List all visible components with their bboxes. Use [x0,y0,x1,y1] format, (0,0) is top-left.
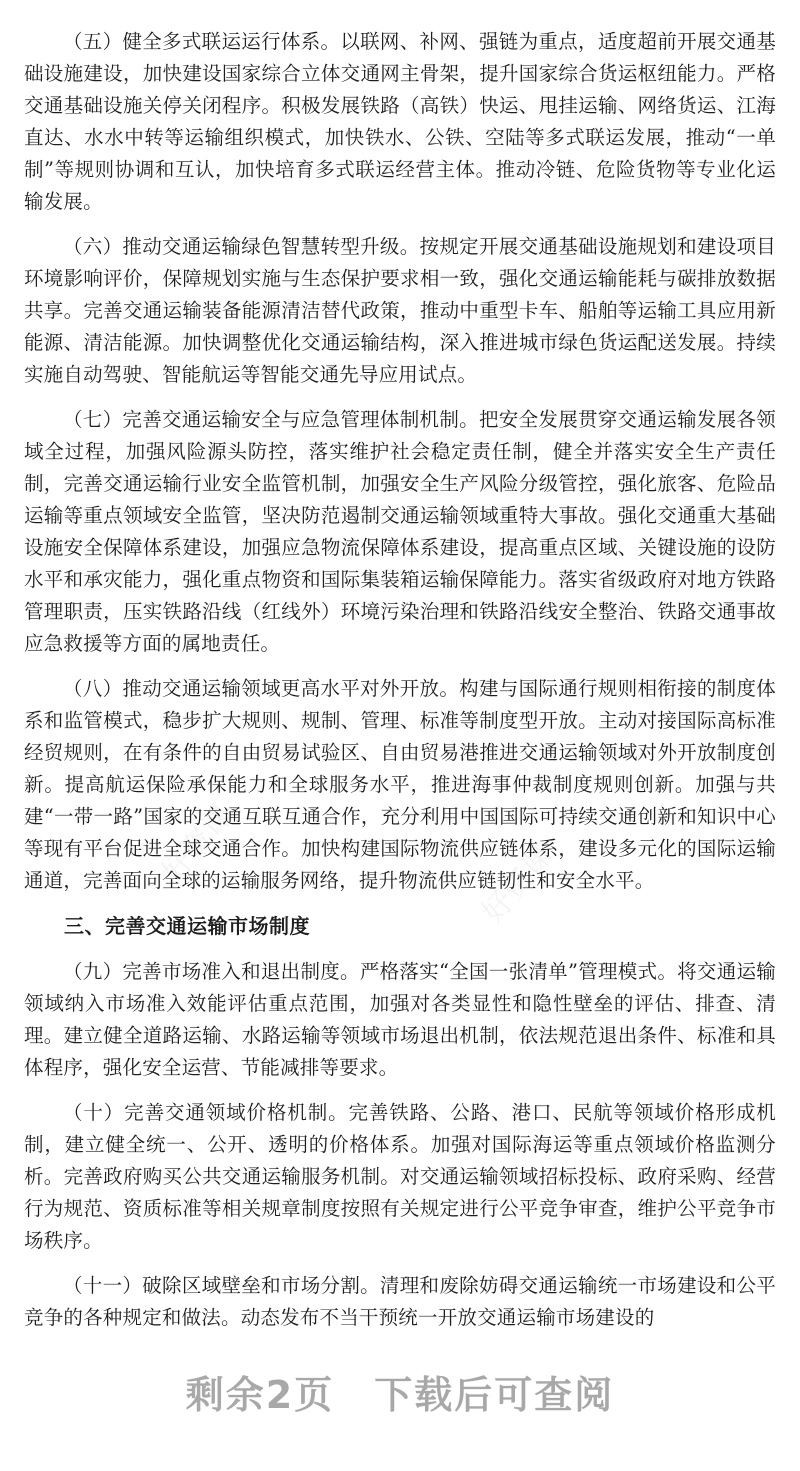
paragraph-6: （六）推动交通运输绿色智慧转型升级。按规定开展交通基础设施规划和建设项目环境影响评价，保障规划实施与生态保护要求相一致，强化交通运输能耗与碳排放数据共享。完善交通运输装备能源清洁替代政策，推动中重型卡车、船舶等运输工具应用新能源、清洁能源。加快调整优化交通运输结构，深入推进城市绿色货运配送发展。持续实施自动驾驶、智能航运等智能交通先导应用试点。 [24,235,776,386]
download-banner-link[interactable]: 剩余2页 下载后可查阅 [185,1373,615,1417]
paragraph-5: （五）健全多式联运运行体系。以联网、补网、强链为重点，适度超前开展交通基础设施建设，加快建设国家综合立体交通网主骨架，提升国家综合货运枢纽能力。严格交通基础设施关停关闭程序。积极发展铁路（高铁）快运、甩挂运输、网络货运、江海直达、水水中转等运输组织模式，加快铁水、公铁、空陆等多式联运发展，推动“一单制”等规则协调和互认，加快培育多式联运经营主体。推动冷链、危险货物等专业化运输发展。 [24,30,776,213]
paragraph-9: （九）完善市场准入和退出制度。严格落实“全国一张清单”管理模式。将交通运输领域纳入市场准入效能评估重点范围，加强对各类显性和隐性壁垒的评估、排查、清理。建立健全道路运输、水路运输等领域市场退出机制，依法规范退出条件、标准和具体程序，强化安全运营、节能减排等要求。 [24,960,776,1079]
paragraph-10: （十）完善交通领域价格机制。完善铁路、公路、港口、民航等领域价格形成机制，建立健全统一、公开、透明的价格体系。加强对国际海运等重点领域价格监测分析。完善政府购买公共交通运输服务机制。对交通运输领域招标投标、政府采购、经营行为规范、资质标准等相关规章制度按照有关规定进行公平竞争审查，维护公平竞争市场秩序。 [24,1101,776,1252]
section-heading-3: 三、完善交通运输市场制度 [64,914,310,938]
paragraph-8: （八）推动交通运输领域更高水平对外开放。构建与国际通行规则相衔接的制度体系和监管模式，稳步扩大规则、规制、管理、标准等制度型开放。主动对接国际高标准经贸规则，在有条件的自由贸易试验区、自由贸易港推进交通运输领域对外开放制度创新。提高航运保险承保能力和全球服务水平，推进海事仲裁制度规则创新。加强与共建“一带一路”国家的交通互联互通合作，充分利用中国国际可持续交通创新和知识中心等现有平台促进全球交通合作。加快构建国际物流供应链体系，建设多元化的国际运输通道，完善面向全球的运输服务网络，提升物流供应链韧性和安全水平。 [24,677,776,892]
paragraph-7: （七）完善交通运输安全与应急管理体制机制。把安全发展贯穿交通运输发展各领域全过程，加强风险源头防控，落实维护社会稳定责任制，健全并落实安全生产责任制，完善交通运输行业安全监管机制，加强安全生产风险分级管控，强化旅客、危险品运输等重点领域安全监管，坚决防范遏制交通运输领域重特大事故。强化交通重大基础设施安全保障体系建设，加强应急物流保障体系建设，提高重点区域、关键设施的设防水平和承灾能力，强化重点物资和国际集装箱运输保障能力。落实省级政府对地方铁路管理职责，压实铁路沿线（红线外）环境污染治理和铁路沿线安全整治、铁路交通事故应急救援等方面的属地责任。 [24,408,776,655]
watermark-text: 好资课 [155,798,241,890]
watermark-text: 好资课 [475,838,561,930]
paragraph-11: （十一）破除区域壁垒和市场分割。清理和废除妨碍交通运输统一市场建设和公平竞争的各种规定和做法。动态发布不当干预统一开放交通运输市场建设的 [24,1274,776,1329]
document-page [24,26,776,1347]
